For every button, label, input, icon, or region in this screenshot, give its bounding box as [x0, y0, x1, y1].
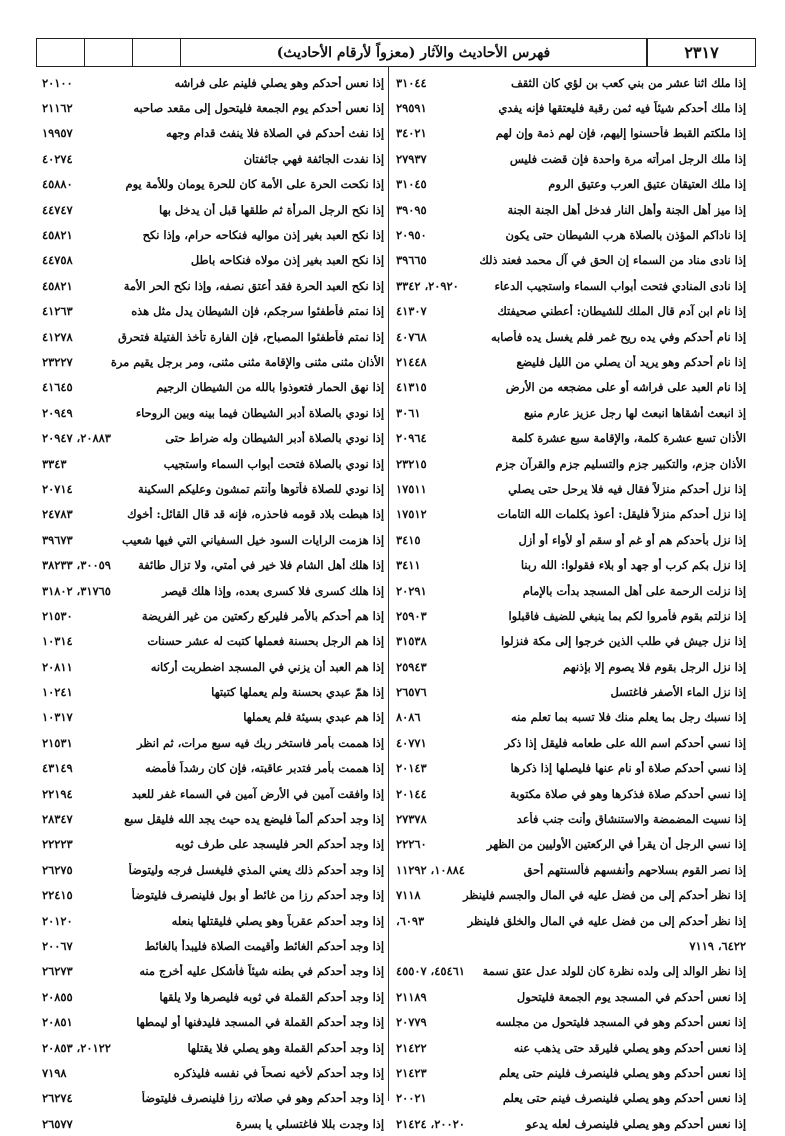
entry-numbers: ٤١٦٤٥: [42, 380, 73, 395]
entry-text: إذا هم أحدكم بالأمر فليركع ركعتين من غير الفريضة: [141, 608, 384, 623]
header-empty-cell: [133, 39, 181, 66]
entry-numbers: ٤١٣١٥: [396, 380, 427, 395]
entry-text: إذا ناداكم المؤذن بالصلاة هرب الشيطان حتى يكون: [505, 228, 746, 243]
index-entry: [396, 832, 746, 857]
header-empty-cell: [37, 39, 85, 66]
entry-text: إذا نظر الوالد إلى ولده نظرة كان للولد عدل عتق نسمة: [482, 964, 746, 979]
index-entry: [396, 959, 746, 984]
entry-text: إذا نكح العبد بغير إذن مواليه فنكاحه حرام، وإذا نكح: [142, 228, 384, 243]
index-entry: [42, 248, 384, 273]
entry-numbers: ٢٦٢٧٤: [42, 1091, 73, 1106]
entry-numbers: ٢٦٥٧٧: [42, 1116, 73, 1131]
entry-text: إذا هبطت بلاد قومه فاحذره، فإنه قد قال القائل: أخوك: [127, 507, 384, 522]
entry-numbers: ٤١٣٠٧: [396, 304, 427, 319]
left-column: [42, 70, 384, 1136]
index-entry: [396, 679, 746, 704]
entry-text: إذا نزل بكم كرب أو جهد أو بلاء فقولوا: الله ربنا: [520, 558, 746, 573]
index-entry: [396, 883, 746, 908]
index-entry: [42, 730, 384, 755]
index-entry: [42, 451, 384, 476]
index-entry: [42, 400, 384, 425]
entry-numbers: ٣١٥٣٨: [396, 634, 427, 649]
index-entry: [42, 857, 384, 882]
entry-numbers: ٢٦٢٧٥: [42, 862, 73, 877]
entry-numbers: ٣٤١١: [396, 558, 421, 573]
index-entry: [42, 679, 384, 704]
entry-numbers: ٢٠٧١٤: [42, 481, 73, 496]
index-entry: [396, 705, 746, 730]
index-entry: [42, 959, 384, 984]
entry-text: إذا نعس أحدكم وهو يصلي فلينم على فراشه: [174, 75, 384, 90]
entry-text: إذا نفدت الجاثفة فهي جائفتان: [243, 151, 384, 166]
index-entry: [396, 172, 746, 197]
entry-text: إذا نسبك رجل بما يعلم منك فلا تسبه بما تعلم منه: [511, 710, 746, 725]
entry-numbers: ٢٢٢٢٣: [42, 837, 73, 852]
index-entry: [396, 375, 746, 400]
index-entry: [42, 273, 384, 298]
entry-text: إذا وجد أحدكم وهو في صلاته رزا فلينصرف فليتوضأ: [141, 1091, 384, 1106]
entry-text: إذا وجد أحدكم الغائط وأقيمت الصلاة فليبدأ بالغائط: [144, 938, 384, 953]
index-entry: [396, 1111, 746, 1136]
entry-text: إذا هلك كسرى فلا كسرى بعده، وإذا هلك قيصر: [162, 583, 384, 598]
index-entry: [396, 527, 746, 552]
entry-numbers: ٢٠١٠٠: [42, 75, 73, 90]
index-entry: [42, 781, 384, 806]
entry-text: إذا ملك العتيقان عتيق العرب وعتيق الروم: [548, 177, 746, 192]
entry-text: إذا نسي أحدكم اسم الله على طعامه فليقل إذا ذكر: [504, 735, 746, 750]
index-entry: [42, 349, 384, 374]
entry-numbers: ٣٩٦٦٥: [396, 253, 427, 268]
index-entry: [42, 146, 384, 171]
index-entry: [396, 222, 746, 247]
index-entry: [396, 781, 746, 806]
entry-text: إذا وجد أحدكم في بطنه شيئاً فأشكل عليه أخرج منه: [139, 964, 384, 979]
entry-numbers: ٢٣٢١٥: [396, 456, 427, 471]
entry-text: إذا وجد أحدكم رزا من غائط أو بول فلينصرف فليتوضأ: [131, 888, 384, 903]
index-entry: [396, 349, 746, 374]
entry-text: إذا وجد أحدكم ألماً فليضع يده حيث يجد الله فليقل سبع: [124, 812, 384, 827]
entry-text: إذا نعس أحدكم وهو في المسجد فليتحول من مجلسه: [495, 1015, 746, 1030]
entry-numbers: ٢٢٤١٥: [42, 888, 73, 903]
index-entry: [42, 552, 384, 577]
entry-text: إذا ملكتم القبط فأحسنوا إليهم، فإن لهم ذمة وإن لهم: [495, 126, 746, 141]
index-entry: [42, 578, 384, 603]
index-entry: [42, 908, 384, 933]
entry-text: إذا نزلت الرحمة على أهل المسجد بدأت بالإمام: [522, 583, 746, 598]
index-entry: [396, 273, 746, 298]
entry-numbers: ١٠٣١٤: [42, 634, 73, 649]
entry-numbers: ٢٠٠٢١: [396, 1091, 427, 1106]
entry-numbers: ٤٠٢٧٤: [42, 151, 73, 166]
entry-numbers: ٣٩٦٧٣: [42, 532, 73, 547]
entry-text: إذا وجد أحدكم القملة في ثوبه فليصرها ولا يلقها: [159, 989, 384, 1004]
entry-text: إذا ملك اثنا عشر من بني كعب بن لؤي كان الثقف: [511, 75, 746, 90]
entry-text: إذا همّ عبدي بحسنة ولم يعملها كتبتها: [211, 685, 384, 700]
entry-text: إذا نزلتم بقوم فأمروا لكم بما ينبغي للضيف فاقبلوا: [508, 608, 746, 623]
index-entry: [396, 1060, 746, 1085]
entry-numbers: ٢٠٢٩١: [396, 583, 427, 598]
index-entry: [42, 425, 384, 450]
entry-numbers: ١٧٥١٢: [396, 507, 427, 522]
entry-numbers: ١٠٢٤١: [42, 685, 73, 700]
entry-numbers: ٢٠٠٦٧: [42, 938, 73, 953]
entry-text: إذا نعس أحدكم يوم الجمعة فليتحول إلى مقعد صاحبه: [133, 101, 384, 116]
entry-text: إذا نزل الماء الأصفر فاغتسل: [610, 685, 746, 700]
entry-text: إذا ملك أحدكم شيئاً فيه ثمن رقبة فليعتقها فإنه يفدي: [498, 101, 746, 116]
entry-numbers: ٢١٤٢٣: [396, 1065, 427, 1080]
entry-numbers: ١٩٩٥٧: [42, 126, 73, 141]
index-entry: [42, 121, 384, 146]
entry-numbers: ٢١٥٣١: [42, 735, 73, 750]
entry-text: إذا نمتم فأطفئوا سرجكم، فإن الشيطان يدل مثل هذه: [131, 304, 384, 319]
index-entry: [396, 502, 746, 527]
index-entry: [396, 95, 746, 120]
column-divider: [388, 66, 389, 1101]
index-entry: [396, 1009, 746, 1034]
index-entry: [396, 756, 746, 781]
entry-numbers: ٢٠٨١١: [42, 659, 73, 674]
index-entry: [42, 527, 384, 552]
entry-numbers: ١٧٥١١: [396, 481, 427, 496]
entry-text: إذا نام أحدكم وهو يريد أن يصلي من الليل فليضع: [516, 354, 746, 369]
entry-numbers: ٣٤١٥: [396, 532, 421, 547]
index-entry: [42, 70, 384, 95]
entry-text: إذا وجد أحدكم عقرباً وهو يصلي فليقتلها بنعله: [171, 913, 384, 928]
index-entry: [42, 1060, 384, 1085]
entry-text: إذا نام العبد على فراشه أو على مضجعه من الأرض: [505, 380, 746, 395]
entry-numbers: ٣٩٠٩٥: [396, 202, 427, 217]
entry-numbers: ٢٦٥٧٦: [396, 685, 427, 700]
index-entry: [396, 806, 746, 831]
index-entry: [42, 502, 384, 527]
entry-numbers: ٢٠٨٥٥: [42, 989, 73, 1004]
entry-text: إذا نودي بالصلاة أدبر الشيطان فيما بينه وبين الروحاء: [135, 405, 384, 420]
right-column: [396, 70, 746, 1136]
entry-numbers: ٢٥٩٠٣: [396, 608, 427, 623]
entry-numbers: ٣٠٠٥٩، ٣٨٢٣٣: [42, 558, 111, 573]
index-entry: [396, 425, 746, 450]
index-entry: [396, 629, 746, 654]
entry-text: إذا وافقت آمين في الأرض آمين في السماء غفر للعبد: [131, 786, 384, 801]
index-entry: [42, 1111, 384, 1136]
entry-numbers: ٢٠١٤٣: [396, 761, 427, 776]
entry-text: إذا نعس أحدكم وهو يصلي فليرقد حتى يذهب عنه: [513, 1040, 746, 1055]
entry-numbers: ٢٠٧٧٩: [396, 1015, 427, 1030]
index-entry: [396, 400, 746, 425]
entry-numbers: ١٠٨٨٤، ١١٢٩٢: [396, 862, 465, 877]
entry-numbers: ٢٠١٢٠: [42, 913, 73, 928]
index-entry: [396, 578, 746, 603]
index-entry: [396, 197, 746, 222]
entry-numbers: ٣٠٦١: [396, 405, 421, 420]
entry-numbers: ٢٠٨٥١: [42, 1015, 73, 1030]
index-entry: [42, 654, 384, 679]
entry-numbers: ٣١٠٤٤: [396, 75, 427, 90]
entry-text: إذا نزل جيش في طلب الذين خرجوا إلى مكة فنزلوا: [501, 634, 746, 649]
entry-text: إذا هم الرجل بحسنة فعملها كتبت له عشر حسنات: [147, 634, 384, 649]
entry-numbers: ٢٣٢٢٧: [42, 354, 73, 369]
index-entry: [396, 248, 746, 273]
index-entry: [396, 1035, 746, 1060]
entry-numbers: ٦٤٢٢، ٧١١٩: [689, 938, 746, 953]
page-number: ٢٣١٧: [647, 39, 755, 66]
index-entry: [42, 222, 384, 247]
entry-numbers: ٢٤٧٨٣: [42, 507, 73, 522]
entry-numbers: ٣١٧٦٥، ٣١٨٠٢: [42, 583, 111, 598]
index-entry: [42, 629, 384, 654]
entry-text: إذا نزل الرجل بقوم فلا يصوم إلا بإذنهم: [563, 659, 746, 674]
entry-numbers: ٢٠٩٢٠، ٣٣٤٢: [396, 278, 459, 293]
entry-text: إذا نعس أحدكم وهو يصلي فلينصرف فينم حتى يعلم: [502, 1091, 746, 1106]
index-entry: [42, 756, 384, 781]
entry-text: إذا نسي الرجل أن يقرأ في الركعتين الأوليين من الظهر: [486, 837, 746, 852]
entry-numbers: ٢٠٩٦٤: [396, 431, 427, 446]
index-entry: [42, 883, 384, 908]
index-entry: [42, 806, 384, 831]
entry-text: إذا وجد أحدكم القملة في المسجد فليدفنها أو ليمطها: [136, 1015, 384, 1030]
entry-numbers: ٣٣٤٣: [42, 456, 67, 471]
entry-numbers: ٤٥٨٢١: [42, 278, 73, 293]
index-entry: [42, 375, 384, 400]
index-entry: [42, 832, 384, 857]
entry-text: إذا نسي أحدكم صلاة أو نام عنها فليصلها إذا ذكرها: [510, 761, 746, 776]
entry-text: إذا نعس أحدكم وهو يصلي فلينصرف فلينم حتى يعلم: [499, 1065, 746, 1080]
entry-text: إذا نزل أحدكم منزلاً فقال فيه فلا يرحل حتى يصلي: [508, 481, 746, 496]
entry-text: إذا نظر أحدكم إلى من فضل عليه في المال والجسم فلينظر: [463, 888, 746, 903]
entry-text: إذا نام أحدكم وفي يده ريح غمر فلم يغسل يده فأصابه: [490, 329, 746, 344]
entry-text: إذا نهق الحمار فتعوذوا بالله من الشيطان الرجيم: [156, 380, 384, 395]
entry-numbers: ٧١١٨: [396, 888, 421, 903]
entry-numbers: ٢١١٨٩: [396, 989, 427, 1004]
entry-numbers: ٤١٢٧٨: [42, 329, 73, 344]
index-entry: [396, 654, 746, 679]
entry-text: الأذان تسع عشرة كلمة، والإقامة سبع عشرة كلمة: [511, 431, 746, 446]
header-empty-cell: [85, 39, 133, 66]
entry-numbers: ٢١٤٢٢: [396, 1040, 427, 1055]
entry-text: إذا ميز أهل الجنة وأهل النار فدخل أهل الجنة الجنة: [507, 202, 746, 217]
index-entry: [42, 324, 384, 349]
entry-text: إذا هم عبدي بسيئة فلم يعملها: [243, 710, 384, 725]
entry-text: إذا نزل بأحدكم هم أو غم أو سقم أو لأواء أو أزل: [518, 532, 746, 547]
entry-text: إذا هزمت الرايات السود خيل السفياني التي فيها شعيب: [122, 532, 384, 547]
entry-numbers: ٢١٥٣٠: [42, 608, 73, 623]
entry-numbers: ٢٩٥٩١: [396, 101, 427, 116]
entry-numbers: ٢٢٢٦٠: [396, 837, 427, 852]
index-entry: [396, 933, 746, 958]
index-entry: [42, 172, 384, 197]
entry-text: إذا ملك الرجل امرأته مرة واحدة فإن قضت فليس: [509, 151, 746, 166]
index-entry: [396, 121, 746, 146]
entry-numbers: ٢٠١٤٤: [396, 786, 427, 801]
entry-numbers: ٤٤٧٥٨: [42, 253, 73, 268]
entry-text: إذ انبعث أشقاها انبعث لها رجل عزيز عارم منيع: [523, 405, 746, 420]
entry-numbers: ٢٠٠٢٠، ٢١٤٢٤: [396, 1116, 465, 1131]
entry-text: إذا هممت بأمر فاستخر ربك فيه سبع مرات، ثم انظر: [137, 735, 384, 750]
index-entry: [396, 1086, 746, 1111]
index-entry: [396, 451, 746, 476]
page-header: [36, 38, 756, 67]
entry-numbers: ٢٦٢٧٣: [42, 964, 73, 979]
entry-numbers: ٢٠١٢٢، ٢٠٨٥٣: [42, 1040, 111, 1055]
entry-numbers: ٦٠٩٣،: [396, 913, 425, 928]
entry-numbers: ٢٥٩٤٣: [396, 659, 427, 674]
entry-numbers: ٤٥٨٢١: [42, 228, 73, 243]
index-entry: [42, 705, 384, 730]
entry-numbers: ٣١٠٤٥: [396, 177, 427, 192]
index-entry: [396, 299, 746, 324]
index-entry: [42, 95, 384, 120]
entry-text: إذا نعس أحدكم في المسجد يوم الجمعة فليتحول: [516, 989, 746, 1004]
entry-text: إذا نودي بالصلاة فتحت أبواب السماء واستجيب: [163, 456, 384, 471]
index-entry: [42, 933, 384, 958]
index-entry: [396, 908, 746, 933]
index-entry: [396, 324, 746, 349]
entry-numbers: ٤٥٨٨٠: [42, 177, 73, 192]
index-entry: [396, 984, 746, 1009]
entry-text: إذا هم العبد أن يزني في المسجد اضطربت أركانه: [150, 659, 384, 674]
entry-text: إذا هممت بأمر فتدبر عاقبته، فإن كان رشداً فأمضه: [145, 761, 384, 776]
entry-text: إذا وجدت بللا فاغتسلي يا بسرة: [235, 1116, 384, 1131]
entry-numbers: ٢٠٩٥٠: [396, 228, 427, 243]
entry-numbers: ٧١٩٨: [42, 1065, 67, 1080]
entry-numbers: ٢٨٣٤٧: [42, 812, 73, 827]
entry-text: إذا هلك أهل الشام فلا خير في أمتي، ولا تزال طائفة: [138, 558, 384, 573]
entry-numbers: ٢٠٨٨٣، ٢٠٩٤٧: [42, 431, 111, 446]
entry-text: إذا نزل أحدكم منزلاً فليقل: أعوذ بكلمات الله التامات: [497, 507, 746, 522]
entry-text: إذا نادى مناد من السماء إن الحق في آل محمد فعند ذلك: [479, 253, 746, 268]
entry-text: إذا نكح العبد بغير إذن مولاه فنكاحه باطل: [190, 253, 384, 268]
entry-text: إذا نعس أحدكم وهو يصلي فلينصرف لعله يدعو: [526, 1116, 746, 1131]
entry-text: إذا نكحت الحرة على الأمة كان للحرة يومان وللأمة يوم: [125, 177, 384, 192]
index-entry: [42, 299, 384, 324]
index-entry: [396, 552, 746, 577]
index-entry: [42, 1035, 384, 1060]
index-entry: [42, 197, 384, 222]
entry-numbers: ٤١٢٦٣: [42, 304, 73, 319]
entry-numbers: ٢٧٩٣٧: [396, 151, 427, 166]
entry-text: إذا نمتم فأطفئوا المصباح، فإن الفارة تأخذ الفتيلة فتحرق: [118, 329, 384, 344]
index-entry: [42, 476, 384, 501]
index-entry: [42, 1009, 384, 1034]
entry-numbers: ٤٥٤٦١، ٤٥٥٠٧: [396, 964, 465, 979]
entry-numbers: ١٠٣١٧: [42, 710, 73, 725]
entry-text: إذا نودي بالصلاة أدبر الشيطان وله ضراط حتى: [165, 431, 384, 446]
entry-text: إذا نكح العبد الحرة فقد أعتق نصفه، وإذا نكح الحر الأمة: [123, 278, 384, 293]
entry-text: إذا وجد أحدكم القملة وهو يصلي فلا يقتلها: [187, 1040, 384, 1055]
entry-text: إذا نفث أحدكم في الصلاة فلا ينفث قدام وجهه: [166, 126, 384, 141]
entry-numbers: ٤٠٧٧١: [396, 735, 427, 750]
entry-text: إذا نكح الرجل المرأة ثم طلقها قبل أن يدخل بها: [159, 202, 384, 217]
entry-numbers: ٨٠٨٦: [396, 710, 421, 725]
index-entry: [396, 730, 746, 755]
entry-text: إذا نصر القوم بسلاحهم وأنفسهم فألسنتهم أحق: [523, 862, 746, 877]
index-entry: [42, 984, 384, 1009]
entry-numbers: ٢١٤٤٨: [396, 354, 427, 369]
entry-text: إذا نسي أحدكم صلاة فذكرها وهو في صلاة مكتوبة: [510, 786, 746, 801]
entry-numbers: ٤٣١٤٩: [42, 761, 73, 776]
index-entry: [396, 70, 746, 95]
entry-numbers: ٢٧٣٧٨: [396, 812, 427, 827]
index-entry: [42, 603, 384, 628]
index-entry: [396, 476, 746, 501]
index-entry: [396, 857, 746, 882]
header-title: فهرس الأحاديث والآثار (معزواً لأرقام الأحاديث): [181, 39, 647, 66]
index-entry: [42, 1086, 384, 1111]
entry-text: إذا وجد أحدكم ذلك يعني المذي فليغسل فرجه وليتوضأ: [128, 862, 384, 877]
entry-text: إذا نادى المنادي فتحت أبواب السماء واستجيب الدعاء: [494, 278, 746, 293]
entry-text: إذا وجد أحدكم الحر فليسجد على طرف ثوبه: [175, 837, 384, 852]
entry-text: الأذان جزم، والتكبير جزم والتسليم جزم والقرآن جزم: [495, 456, 746, 471]
entry-numbers: ٤٤٧٤٧: [42, 202, 73, 217]
index-entry: [396, 603, 746, 628]
entry-text: إذا نودي للصلاة فأتوها وأنتم تمشون وعليكم السكينة: [138, 481, 384, 496]
entry-text: إذا نسيت المضمضة والاستنشاق وأنت جنب فأعد: [516, 812, 746, 827]
entry-numbers: ٢٠٩٤٩: [42, 405, 73, 420]
entry-text: الأذان مثنى مثنى والإقامة مثنى مثنى، ومر برجل يقيم مرة: [110, 354, 384, 369]
entry-numbers: ٤٠٧٦٨: [396, 329, 427, 344]
index-entry: [396, 146, 746, 171]
entry-numbers: ٢١١٦٢: [42, 101, 73, 116]
entry-numbers: ٣٤٠٢١: [396, 126, 427, 141]
entry-text: إذا نام ابن آدم قال الملك للشيطان: أعطني صحيفتك: [497, 304, 746, 319]
entry-text: إذا نظر أحدكم إلى من فضل عليه في المال والخلق فلينظر: [467, 913, 746, 928]
entry-numbers: ٢٢١٩٤: [42, 786, 73, 801]
entry-text: إذا وجد أحدكم لأخيه نصحاً في نفسه فليذكره: [173, 1065, 384, 1080]
